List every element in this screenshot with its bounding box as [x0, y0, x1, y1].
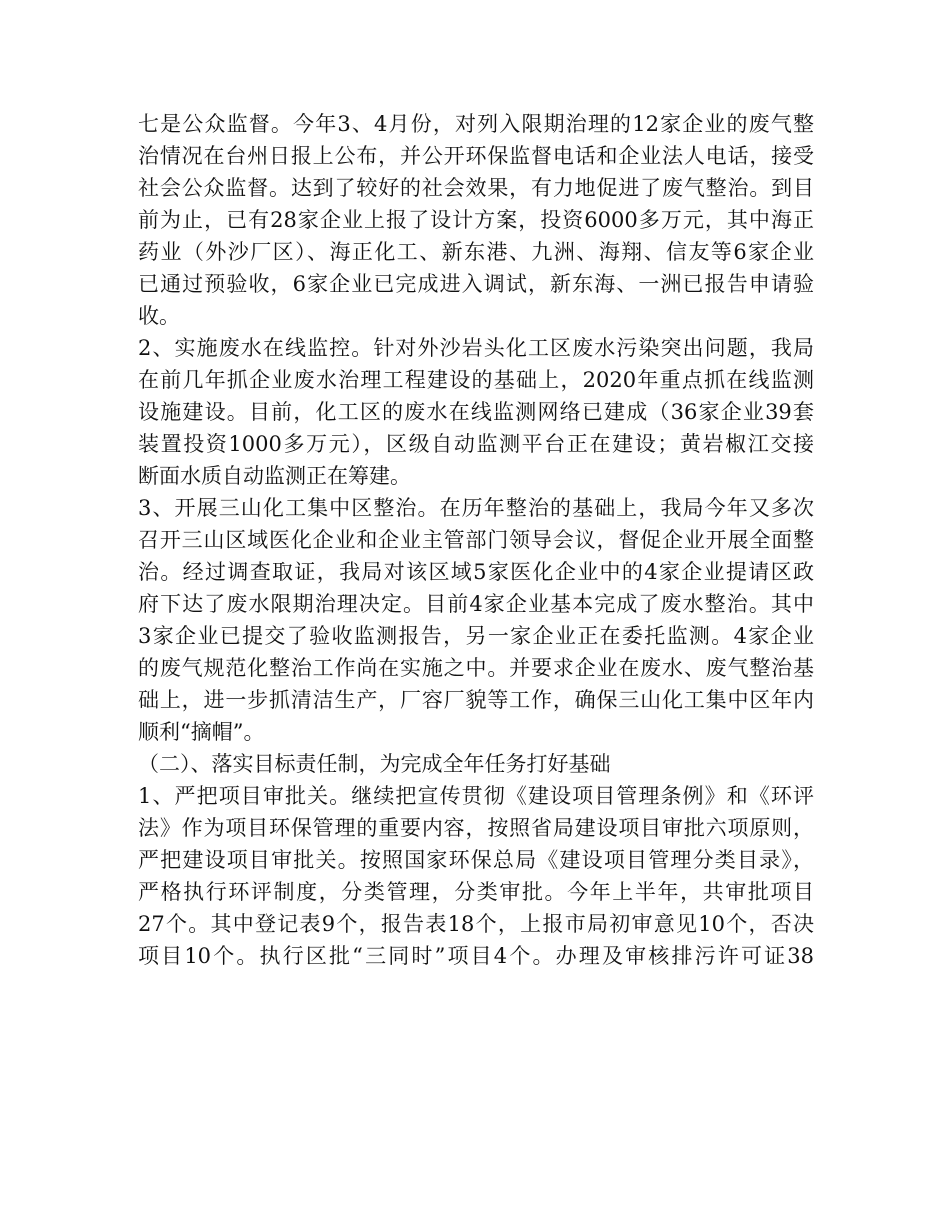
text-line: 严把建设项目审批关。按照国家环保总局《建设项目管理分类目录》， — [138, 848, 814, 872]
text-line: 收。 — [138, 304, 180, 328]
text-line: 七是公众监督。今年3、4月份，对列入限期治理的12家企业的废气整 — [138, 112, 814, 136]
text-line: 治情况在台州日报上公布，并公开环保监督电话和企业法人电话，接受 — [138, 144, 814, 168]
text-line: 药业（外沙厂区）、海正化工、新东港、九洲、海翔、信友等6家企业 — [138, 240, 814, 264]
text-line: 前为止，已有28家企业上报了设计方案，投资6000多万元，其中海正 — [138, 208, 814, 232]
text-line: 的废气规范化整治工作尚在实施之中。并要求企业在废水、废气整治基 — [138, 656, 814, 680]
text-line: 础上，进一步抓清洁生产，厂容厂貌等工作，确保三山化工集中区年内 — [138, 688, 814, 712]
section-heading: （二）、落实目标责任制，为完成全年任务打好基础 — [138, 752, 611, 776]
text-line: 治。经过调查取证，我局对该区域5家医化企业中的4家企业提请区政 — [138, 560, 814, 584]
text-line: 顺利“摘帽”。 — [138, 720, 265, 744]
text-line: 项目10个。执行区批“三同时”项目4个。办理及审核排污许可证38 — [138, 944, 814, 968]
text-line: 装置投资1000多万元），区级自动监测平台正在建设；黄岩椒江交接 — [138, 432, 814, 456]
text-line: 社会公众监督。达到了较好的社会效果，有力地促进了废气整治。到目 — [138, 176, 814, 200]
text-line: 1、严把项目审批关。继续把宣传贯彻《建设项目管理条例》和《环评 — [138, 784, 814, 808]
text-line: 严格执行环评制度，分类管理，分类审批。今年上半年，共审批项目 — [138, 880, 814, 904]
text-line: 召开三山区域医化企业和企业主管部门领导会议，督促企业开展全面整 — [138, 528, 814, 552]
text-line: 在前几年抓企业废水治理工程建设的基础上，2020年重点抓在线监测 — [138, 368, 814, 392]
text-line: 法》作为项目环保管理的重要内容，按照省局建设项目审批六项原则， — [138, 816, 814, 840]
text-line: 断面水质自动监测正在筹建。 — [138, 464, 411, 488]
text-line: 府下达了废水限期治理决定。目前4家企业基本完成了废水整治。其中 — [138, 592, 814, 616]
text-line: 3、开展三山化工集中区整治。在历年整治的基础上，我局今年又多次 — [138, 496, 814, 520]
text-line: 3家企业已提交了验收监测报告，另一家企业正在委托监测。4家企业 — [138, 624, 814, 648]
text-line: 2、实施废水在线监控。针对外沙岩头化工区废水污染突出问题，我局 — [138, 336, 814, 360]
text-line: 设施建设。目前，化工区的废水在线监测网络已建成（36家企业39套 — [138, 400, 814, 424]
text-line: 已通过预验收，6家企业已完成进入调试，新东海、一洲已报告申请验 — [138, 272, 814, 296]
text-line: 27个。其中登记表9个，报告表18个，上报市局初审意见10个，否决 — [138, 912, 814, 936]
document-body — [138, 108, 814, 972]
